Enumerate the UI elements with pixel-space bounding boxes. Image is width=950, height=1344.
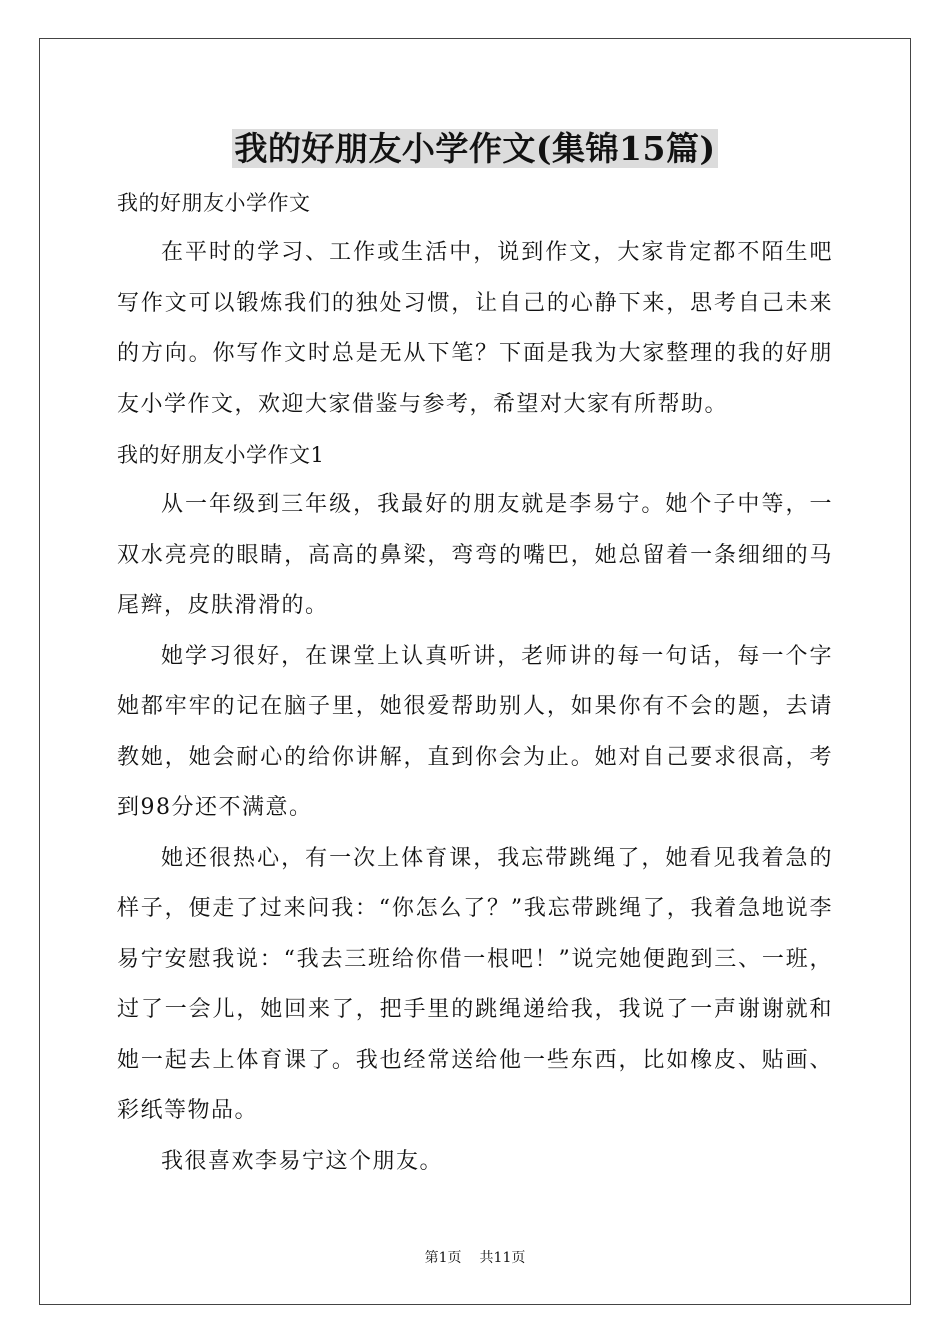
- document-title: 我的好朋友小学作文(集锦15篇): [234, 129, 716, 168]
- section-heading-intro: 我的好朋友小学作文: [117, 191, 311, 215]
- intro-paragraph: 在平时的学习、工作或生活中，说到作文，大家肯定都不陌生吧写作文可以锻炼我们的独处习惯，让自己的心静下来，思考自己未来的方向。你写作文时总是无从下笔？下面是我为大家整理的我的好朋友小学作文，欢迎大家借鉴与参考，希望对大家有所帮助。: [117, 240, 833, 417]
- page-footer: [0, 1247, 950, 1267]
- body-paragraph: 她还很热心，有一次上体育课，我忘带跳绳了，她看见我着急的样子，便走了过来问我：“你怎么了？”我忘带跳绳了，我着急地说李易宁安慰我说：“我去三班给你借一根吧！”说完她便跑到三、一班，过了一会儿，她回来了，把手里的跳绳递给我，我说了一声谢谢就和她一起去上体育课了。我也经常送给他一些东西，比如橡皮、贴画、彩纸等物品。: [117, 845, 833, 1123]
- document-body: [117, 178, 833, 1187]
- section-heading-1: 我的好朋友小学作文1: [117, 443, 325, 467]
- document-title-wrap: [0, 126, 950, 172]
- body-paragraph: 从一年级到三年级，我最好的朋友就是李易宁。她个子中等，一双水亮亮的眼睛，高高的鼻梁，弯弯的嘴巴，她总留着一条细细的马尾辫，皮肤滑滑的。: [117, 492, 833, 618]
- body-paragraph: 我很喜欢李易宁这个朋友。: [161, 1148, 444, 1174]
- page-number: 第1页: [424, 1250, 462, 1266]
- body-paragraph: 她学习很好，在课堂上认真听讲，老师讲的每一句话，每一个字她都牢牢的记在脑子里，她很爱帮助别人，如果你有不会的题，去请教她，她会耐心的给你讲解，直到你会为止。她对自己要求很高，考到98分还不满意。: [117, 643, 833, 820]
- page-total: 共11页: [479, 1250, 526, 1266]
